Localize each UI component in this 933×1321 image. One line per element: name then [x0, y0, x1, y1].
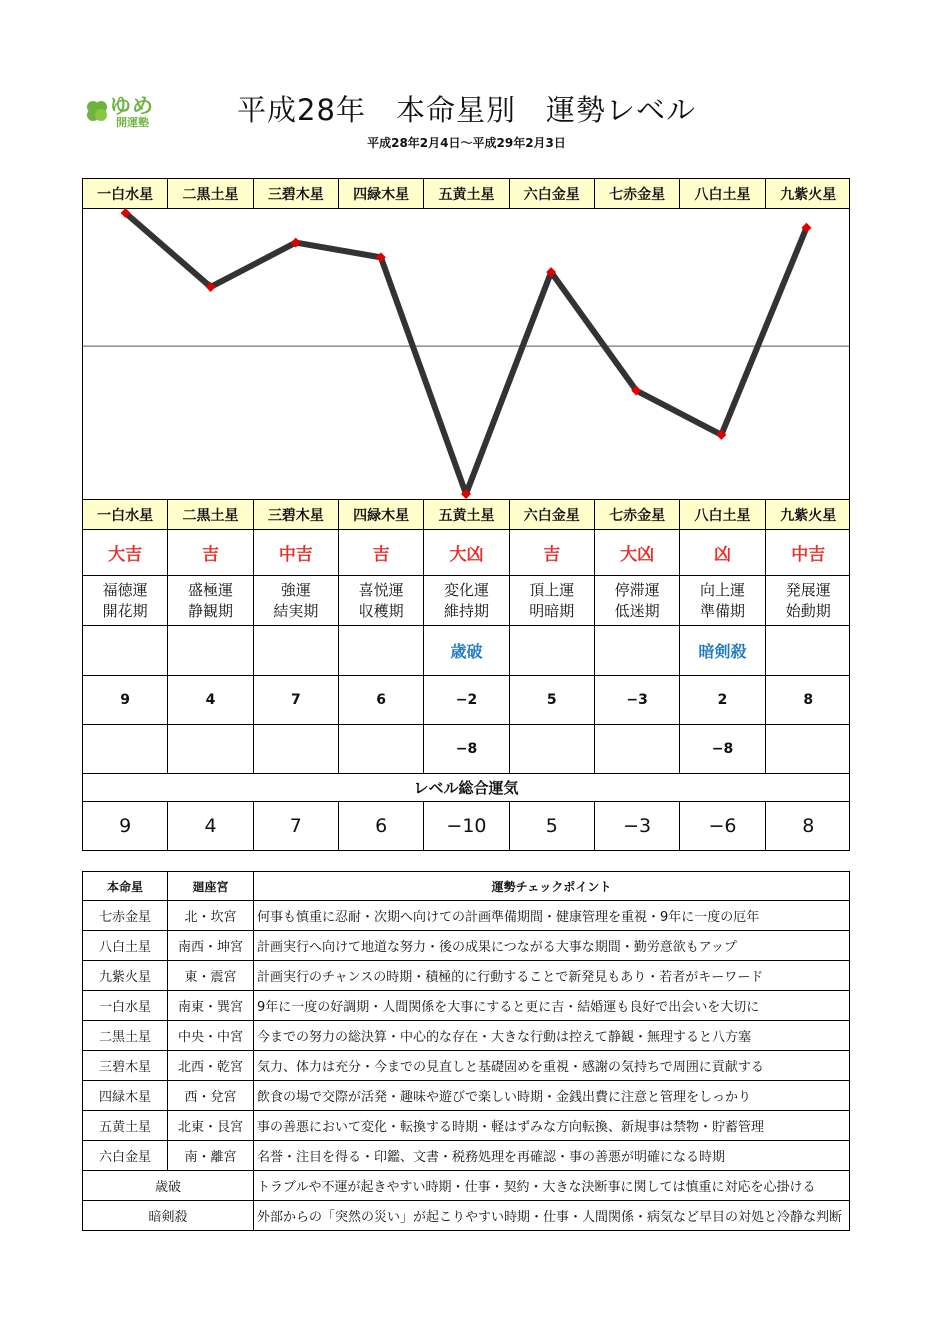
- level-value: −3: [595, 676, 680, 724]
- total-value: −3: [595, 802, 680, 850]
- total-row: [82, 802, 850, 851]
- total-value: −10: [424, 802, 509, 850]
- total-value: −6: [680, 802, 765, 850]
- total-value: 5: [510, 802, 595, 850]
- fortune-label: 吉: [168, 530, 253, 575]
- star-label: 一白水星: [83, 179, 168, 208]
- star-label: 九紫火星: [780, 507, 837, 524]
- special-label: [595, 626, 680, 675]
- description: 福徳運 開花期: [83, 576, 168, 625]
- fortune-label: 中吉: [254, 530, 339, 575]
- description: 頂上運 明暗期: [510, 576, 595, 625]
- penalty-value: −8: [424, 725, 509, 773]
- fortune-row: [82, 530, 850, 576]
- description: 向上運 準備期: [680, 576, 765, 625]
- special-row: [82, 626, 850, 676]
- fortune-label: 吉: [339, 530, 424, 575]
- logo-text: ゆめ: [110, 94, 154, 118]
- penalty-value: [510, 725, 595, 773]
- table-row: 暗剣殺 外部からの「突然の災い」が起こりやすい時期・仕事・人間関係・病気など早目の対処と冷静な判断: [83, 1201, 850, 1231]
- table-row: 一白水星 南東・巽宮 9年に一度の好調期・人間関係を大事にすると更に吉・結婚運も良好で出会いを大切に: [83, 991, 850, 1021]
- special-label: 暗剣殺: [680, 626, 765, 675]
- star-label: 八白土星: [680, 179, 765, 208]
- level-value: 2: [680, 676, 765, 724]
- star-label: 三碧木星: [254, 500, 339, 529]
- description: 停滞運 低迷期: [595, 576, 680, 625]
- level-value: 5: [510, 676, 595, 724]
- description: 発展運 始動期: [785, 580, 831, 620]
- total-value: 4: [168, 802, 253, 850]
- star-label: 八白土星: [680, 500, 765, 529]
- checkpoint-header: [83, 872, 850, 901]
- penalty-value: [339, 725, 424, 773]
- penalty-value: [595, 725, 680, 773]
- line-chart: [83, 208, 849, 509]
- star-label: 一白水星: [83, 500, 168, 529]
- star-label: 五黄土星: [424, 500, 509, 529]
- series-line: [126, 213, 807, 494]
- star-header-bottom: [82, 499, 850, 530]
- header-palace: 廻座宮: [168, 872, 254, 901]
- description: 喜悦運 収穫期: [339, 576, 424, 625]
- fortune-label: 中吉: [791, 545, 826, 565]
- description: 強運 結実期: [254, 576, 339, 625]
- special-label: [168, 626, 253, 675]
- level-row: [82, 676, 850, 725]
- star-label: 四緑木星: [339, 179, 424, 208]
- penalty-value: −8: [680, 725, 765, 773]
- table-row: 二黒土星 中央・中宮 今までの努力の総決算・中心的な存在・大きな行動は控えて静観・無理すると八方塞: [83, 1021, 850, 1051]
- star-label: 五黄土星: [424, 179, 509, 208]
- total-value: 7: [254, 802, 339, 850]
- level-value: 6: [339, 676, 424, 724]
- fortune-label: 凶: [680, 530, 765, 575]
- level-value: 4: [168, 676, 253, 724]
- total-value: 8: [802, 815, 815, 837]
- level-value: 8: [803, 692, 814, 708]
- special-label: [254, 626, 339, 675]
- level-value: 7: [254, 676, 339, 724]
- table-row: 三碧木星 北西・乾宮 気力、体力は充分・今までの見直しと基礎固めを重視・感謝の気持ちで周囲に貢献する: [83, 1051, 850, 1081]
- level-value: 9: [83, 676, 168, 724]
- total-value: 9: [83, 802, 168, 850]
- penalty-value: [254, 725, 339, 773]
- star-label: 二黒土星: [168, 500, 253, 529]
- total-value: 6: [339, 802, 424, 850]
- header-points: 運勢チェックポイント: [254, 872, 850, 901]
- star-label: 三碧木星: [254, 179, 339, 208]
- fortune-label: 吉: [510, 530, 595, 575]
- star-label: 二黒土星: [168, 179, 253, 208]
- special-label: [766, 626, 851, 675]
- star-label: 七赤金星: [595, 179, 680, 208]
- table-row: 四緑木星 西・兌宮 飲食の場で交際が活発・趣味や遊びで楽しい時期・金銭出費に注意と管理をしっかり: [83, 1081, 850, 1111]
- page-subtitle: 平成28年2月4日～平成29年2月3日: [367, 136, 566, 150]
- description: 盛極運 静観期: [168, 576, 253, 625]
- page-title: 平成28年 本命星別 運勢レベル: [237, 93, 696, 127]
- star-header-top: [82, 178, 850, 209]
- table-row: 歳破 トラブルや不運が起きやすい時期・仕事・契約・大きな決断事に関しては慎重に対応を心掛ける: [83, 1171, 850, 1201]
- table-row: 六白金星 南・離宮 名誉・注目を得る・印鑑、文書・税務処理を再確認・事の善悪が明確になる時期: [83, 1141, 850, 1171]
- total-label: レベル総合運気: [82, 774, 850, 802]
- special-label: 歳破: [424, 626, 509, 675]
- special-label: [339, 626, 424, 675]
- penalty-value: [766, 725, 851, 773]
- penalty-value: [83, 725, 168, 773]
- fortune-label: 大吉: [83, 530, 168, 575]
- penalty-row: [82, 725, 850, 774]
- checkpoint-table: [82, 871, 850, 1231]
- fortune-grid: [82, 178, 850, 856]
- penalty-value: [168, 725, 253, 773]
- star-label: 四緑木星: [339, 500, 424, 529]
- level-value: −2: [424, 676, 509, 724]
- logo-subtext: 開運塾: [116, 116, 149, 129]
- table-row: 八白土星 南西・坤宮 計画実行へ向けて地道な努力・後の成果につながる大事な期間・勤労意欲もアップ: [83, 931, 850, 961]
- table-row: 五黄土星 北東・艮宮 事の善悪において変化・転換する時期・軽はずみな方向転換、新規事は禁物・貯蓄管理: [83, 1111, 850, 1141]
- fortune-label: 大凶: [595, 530, 680, 575]
- star-label: 九紫火星: [780, 186, 837, 203]
- description-row: [82, 576, 850, 626]
- star-label: 六白金星: [510, 179, 595, 208]
- header-star: 本命星: [83, 872, 168, 901]
- star-label: 六白金星: [510, 500, 595, 529]
- table-row: 七赤金星 北・坎宮 何事も慎重に忍耐・次期へ向けての計画準備期間・健康管理を重視・9年に一度の厄年: [83, 901, 850, 931]
- table-row: 九紫火星 東・震宮 計画実行のチャンスの時期・積極的に行動することで新発見もあり・若者がキーワード: [83, 961, 850, 991]
- special-label: [510, 626, 595, 675]
- description: 変化運 維持期: [424, 576, 509, 625]
- fortune-label: 大凶: [424, 530, 509, 575]
- star-label: 七赤金星: [595, 500, 680, 529]
- special-label: [83, 626, 168, 675]
- fortune-chart: [82, 208, 850, 509]
